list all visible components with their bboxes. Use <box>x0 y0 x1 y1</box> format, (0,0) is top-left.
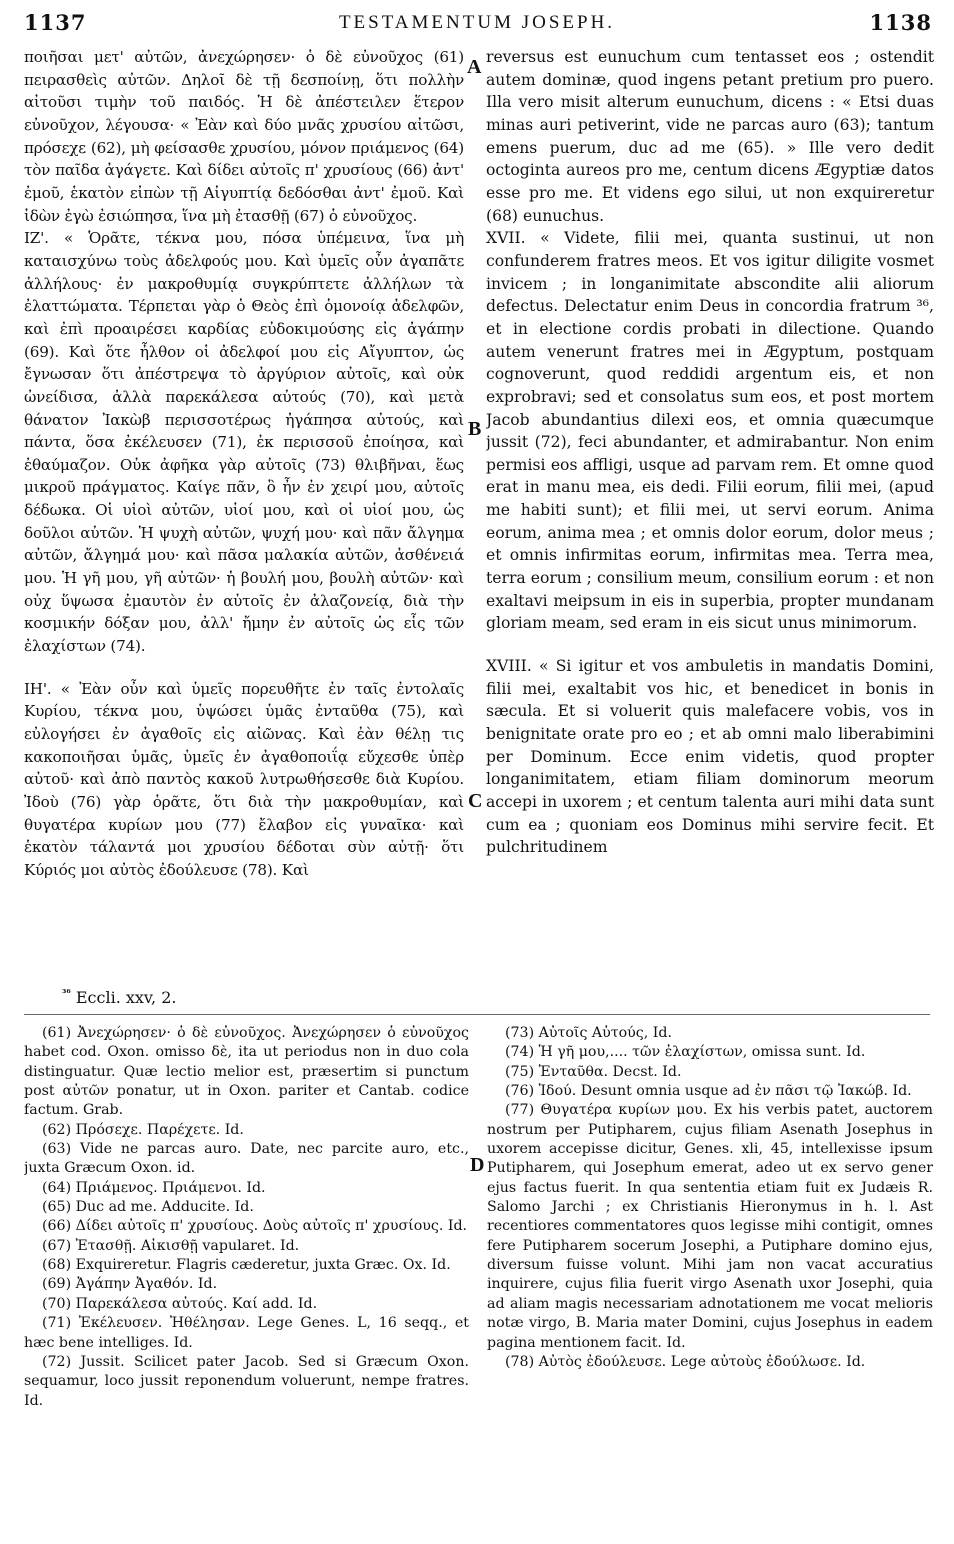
greek-paragraph-3: ΙΗ'. « Ἐὰν οὖν καὶ ὑμεῖς πορευθῆτε ἐν ταῖς ἐντολαῖς Κυρίου, τέκνα μου, ὑψώσει ὑμᾶς ἐνταῦθα (75), καὶ εὐλογήσει ἐν ἀγαθοῖς εἰς αἰῶνας. Καὶ ἐὰν θέλῃ τις κακοποιῆσαι ὑμᾶς, ὑμεῖς ἐν ἀγαθοποιΐᾳ εὔχεσθε ὑπὲρ αὐτοῦ· καὶ ἀπὸ παντὸς κακοῦ λυτρωθήσεσθε διὰ Κυρίου. Ἰδοὺ (76) γὰρ ὁρᾶτε, ὅτι διὰ τὴν μακροθυμίαν, καὶ θυγατέρα κυρίων μου (77) ἔλαβον εἰς γυναῖκα· καὶ ἑκατὸν τάλαντά μοι χρυσίου δέδοται σὺν αὐτῇ· ὅτι Κύριός μοι αὐτὸς ἐδούλευσε (78). Καὶ <box>24 679 464 879</box>
latin-paragraph-1: reversus est eunuchum cum tentasset eos ; ostendit autem dominæ, quod ingens petant pretium pro puero. Illa vero misit alterum eunuchum, dicens : « Etsi duas minas auri petiverint, vide ne parcas auro (63); tantum emens puerum, duc ad me (65). » Ille vero dedit octoginta aureos pro me, centum dicens Ægyptiæ datos esse pro me. Et videns ego silui, ut non exquireretur (68) eunuchus. <box>486 48 934 225</box>
footnote: (78) Αὐτὸς ἐδούλευσε. Lege αὐτοὺς ἐδούλωσε. Id. <box>505 1353 866 1370</box>
latin-column <box>486 46 934 986</box>
footnote: (76) Ἰδού. Desunt omnia usque ad ἐν πᾶσι τῷ Ἰακώβ. Id. <box>505 1083 912 1100</box>
scripture-reference <box>62 988 177 1007</box>
greek-paragraph-2: ΙΖ'. « Ὁρᾶτε, τέκνα μου, πόσα ὑπέμεινα, ἵνα μὴ καταισχύνω τοὺς ἀδελφούς μου. Καὶ ὑμεῖς οὖν ἀγαπᾶτε ἀλλήλους· ἐν μακροθυμίᾳ συγκρύπτετε ἀλλήλων τὰ ἐλαττώματα. Τέρπεται γὰρ ὁ Θεὸς ἐπὶ ὁμονοίᾳ ἀδελφῶν, καὶ ἐπὶ προαιρέσει καρδίας εὐδοκιμούσης εἰς ἀγάπην (69). Καὶ ὅτε ἦλθον οἱ ἀδελφοί μου εἰς Αἴγυπτον, ὡς ἔγνωσαν ὅτι ἀπέστρεψα τὸ ἀργύριον αὐτοῖς, καὶ οὐκ ὠνείδισα, ἀλλὰ παρεκάλεσα αὐτούς (70), καὶ μετὰ θάνατον Ἰακὼβ περισσοτέρως ἠγάπησα αὐτούς, καὶ πάντα, ὅσα ἐκέλευσεν (71), ἐκ περισσοῦ ἐποίησα, καὶ ἐθαύμαζον. Οὐκ ἀφῆκα γὰρ αὐτοῖς (73) θλιβῆναι, ἕως μικροῦ πράγματος. Καίγε πᾶν, ὃ ἦν ἐν χειρί μου, αὐτοῖς δέδωκα. Οἱ υἱοὶ αὐτῶν, υἱοί μου, καὶ οἱ υἱοί μου, ὡς δοῦλοι αὐτῶν. Ἡ ψυχὴ αὐτῶν, ψυχή μου· καὶ πᾶν ἄλγημα αὐτῶν, ἄλγημά μου· καὶ πᾶσα μαλακία αὐτῶν, ἀσθένειά μου. Ἡ γῆ μου, γῆ αὐτῶν· ἡ βουλή μου, βουλὴ αὐτῶν· καὶ οὐχ ὕψωσα ἐμαυτὸν ἐν αὐτοῖς ἐν ἀλαζονείᾳ, διὰ τὴν κοσμικήν δόξαν μου, ἀλλ' ἤμην ἐν αὐτοῖς ὡς εἷς τῶν ἐλαχίστων (74). <box>24 229 464 656</box>
footnote: (70) Παρεκάλεσα αὐτούς. Καί add. Id. <box>42 1295 318 1312</box>
greek-column <box>24 46 464 986</box>
page-number-right: 1138 <box>869 10 932 35</box>
footnote: (72) Jussit. Scilicet pater Jacob. Sed si Græcum Oxon. sequamur, loco jussit reponendum voluerunt, nempe fratres. Id. <box>24 1353 469 1409</box>
footnote: (61) Ἀνεχώρησεν· ὁ δὲ εὐνοῦχος. Ἀνεχώρησεν ὁ εὐνοῦχος habet cod. Oxon. omisso δὲ, ita ut periodus non in duo cola distinguatur. Quæ lectio melior est, præsertim si punctum post αὐτῶν ponatur, ut in Oxon. pariter et Cantab. codice factum. Grab. <box>24 1025 469 1119</box>
footnote: (66) Δίδει αὐτοῖς π' χρυσίους. Δοὺς αὐτοῖς π' χρυσίους. Id. <box>42 1218 468 1235</box>
greek-paragraph-1: ποιῆσαι μετ' αὐτῶν, ἀνεχώρησεν· ὁ δὲ εὐνοῦχος (61) πειρασθεὶς αὐτῶν. Δηλοῖ δὲ τῇ δεσποίνῃ, ὅτι πολλὴν αἰτοῦσι τιμὴν τοῦ παιδός. Ἡ δὲ ἀπέστειλεν ἕτερον εὐνοῦχον, λέγουσα· « Ἐὰν καὶ δύο μνᾶς χρυσίου αἰτῶσι, πρόσεχε (62), μὴ φείσασθε χρυσίου, μόνον πριάμενος (64) τὸν παῖδα ἀγάγετε. Καὶ δίδει αὐτοῖς π' χρυσίους (66) ἀντ' ἐμοῦ, ἑκατὸν εἰπὼν τῇ Αἰγυπτίᾳ δεδόσθαι ἀντ' ἐμοῦ. Καὶ ἰδὼν ἐγὼ ἐσιώπησα, ἵνα μὴ ἐτασθῇ (67) ὁ εὐνοῦχος. <box>24 48 464 225</box>
running-title: TESTAMENTUM JOSEPH. <box>338 12 616 33</box>
footnotes-right <box>487 1024 933 1529</box>
latin-paragraph-2: XVII. « Videte, filii mei, quanta sustinui, ut non confunderem fratres meos. Et vos igitur diligite vosmet invicem ; in longanimitate abscondite alii aliorum defectus. Delectatur enim Deus in concordia fratrum ³⁶, et in electione cordis probati in dilectione. Quando autem venerunt fratres mei in Ægyptum, postquam cognoverunt, quod reddidi argentum eis, et non exprobravi; sed et consolatus sum eos, et post mortem Jacob abundantius dilexi eos, et omnia quæcumque jussit (72), feci abundanter, et admirabantur. Non enim permisi eos affligi, usque ad parvam rem. Et omne quod erat in manu mea, eis dedi. Filii eorum, filii mei, (apud me habiti sunt); et filii mei, ut servi eorum. Anima eorum, anima mea ; et omnis dolor eorum, dolor meus ; et omnis infirmitas eorum, infirmitas mea. Terra mea, terra eorum ; consilium meum, consilium eorum : et non exaltavi meipsum in eis in superbia, propter mundanam gloriam meam, sed eram in eis sicut unus minimorum. <box>486 229 934 633</box>
marker-c: C <box>468 790 483 812</box>
latin-paragraph-3: XVIII. « Si igitur et vos ambuletis in mandatis Domini, filii mei, exaltabit vos hic, et benedicet in bonis in sæcula. Et si voluerit quis malefacere vobis, vos in benignitate orate pro eo ; et ab omni malo liberabimini per Dominum. Ecce enim videtis, quod propter longanimitatem, etiam filiam dominorum meorum accepi in uxorem ; et centum talenta auri mihi data sunt cum ea ; quoniam eos Dominus mihi servire fecit. Et pulchritudinem <box>486 657 934 857</box>
footnotes-left <box>24 1024 469 1529</box>
footnote-divider <box>24 1014 930 1015</box>
scripture-reference-number: ³⁶ <box>62 988 71 1000</box>
footnote: (71) Ἐκέλευσεν. Ἠθέλησαν. Lege Genes. L, 16 seqq., et hæc bene intelliges. Id. <box>24 1315 469 1351</box>
footnote: (68) Exquireretur. Flagris cæderetur, juxta Græc. Ox. Id. <box>42 1257 451 1274</box>
marker-b: B <box>468 418 482 440</box>
footnote: (75) Ἐνταῦθα. Decst. Id. <box>505 1063 682 1080</box>
footnote: (67) Ἐτασθῇ. Αἰκισθῇ vapularet. Id. <box>42 1237 300 1254</box>
footnote: (73) Αὐτοῖς Αὐτούς, Id. <box>505 1025 672 1041</box>
footnote: (65) Duc ad me. Adducite. Id. <box>42 1199 254 1216</box>
marker-d: D <box>470 1154 485 1176</box>
footnote: (69) Ἀγάπην Ἀγαθόν. Id. <box>42 1276 218 1293</box>
footnote: (77) Θυγατέρα κυρίων μου. Ex his verbis patet, auctorem nostrum per Putipharem, cujus filiam Asenath Josephus in uxorem accepisse dicitur, Genes. xli, 45, intellexisse ipsum Putipharem, qui Josephum emerat, adeo ut ex servo gener ejus factus fuerit. In qua sententia etiam fuit ex Judæis R. Salomo Jarchi ; ex Christianis Hieronymus in h. l. Ast recentiores commentatores quos legisse mihi contigit, omnes fere Putipharem socerum Josephi, a Putiphare domino ejus, diversum fuisse volunt. Mihi jam non vacat accuratius inquirere, cujus filia fuerit virgo Asenath uxor Josephi, quia ad aliam magis necessariam adnotationem me vocat melioris notæ virgo, B. Maria mater Domini, cujus Josephus in eadem pagina mentionem facit. Id. <box>487 1102 933 1351</box>
marker-a: A <box>467 56 482 78</box>
footnote: (74) Ἡ γῆ μου,.... τῶν ἐλαχίστων, omissa sunt. Id. <box>505 1044 866 1061</box>
page-header <box>0 10 954 40</box>
scripture-reference-text: Eccli. xxv, 2. <box>75 988 177 1007</box>
footnote: (62) Πρόσεχε. Παρέχετε. Id. <box>42 1121 244 1138</box>
footnote: (64) Πριάμενος. Πριάμενοι. Id. <box>42 1179 266 1196</box>
footnote: (63) Vide ne parcas auro. Date, nec parcite auro, etc., juxta Græcum Oxon. id. <box>24 1141 469 1177</box>
page-number-left: 1137 <box>24 10 87 35</box>
